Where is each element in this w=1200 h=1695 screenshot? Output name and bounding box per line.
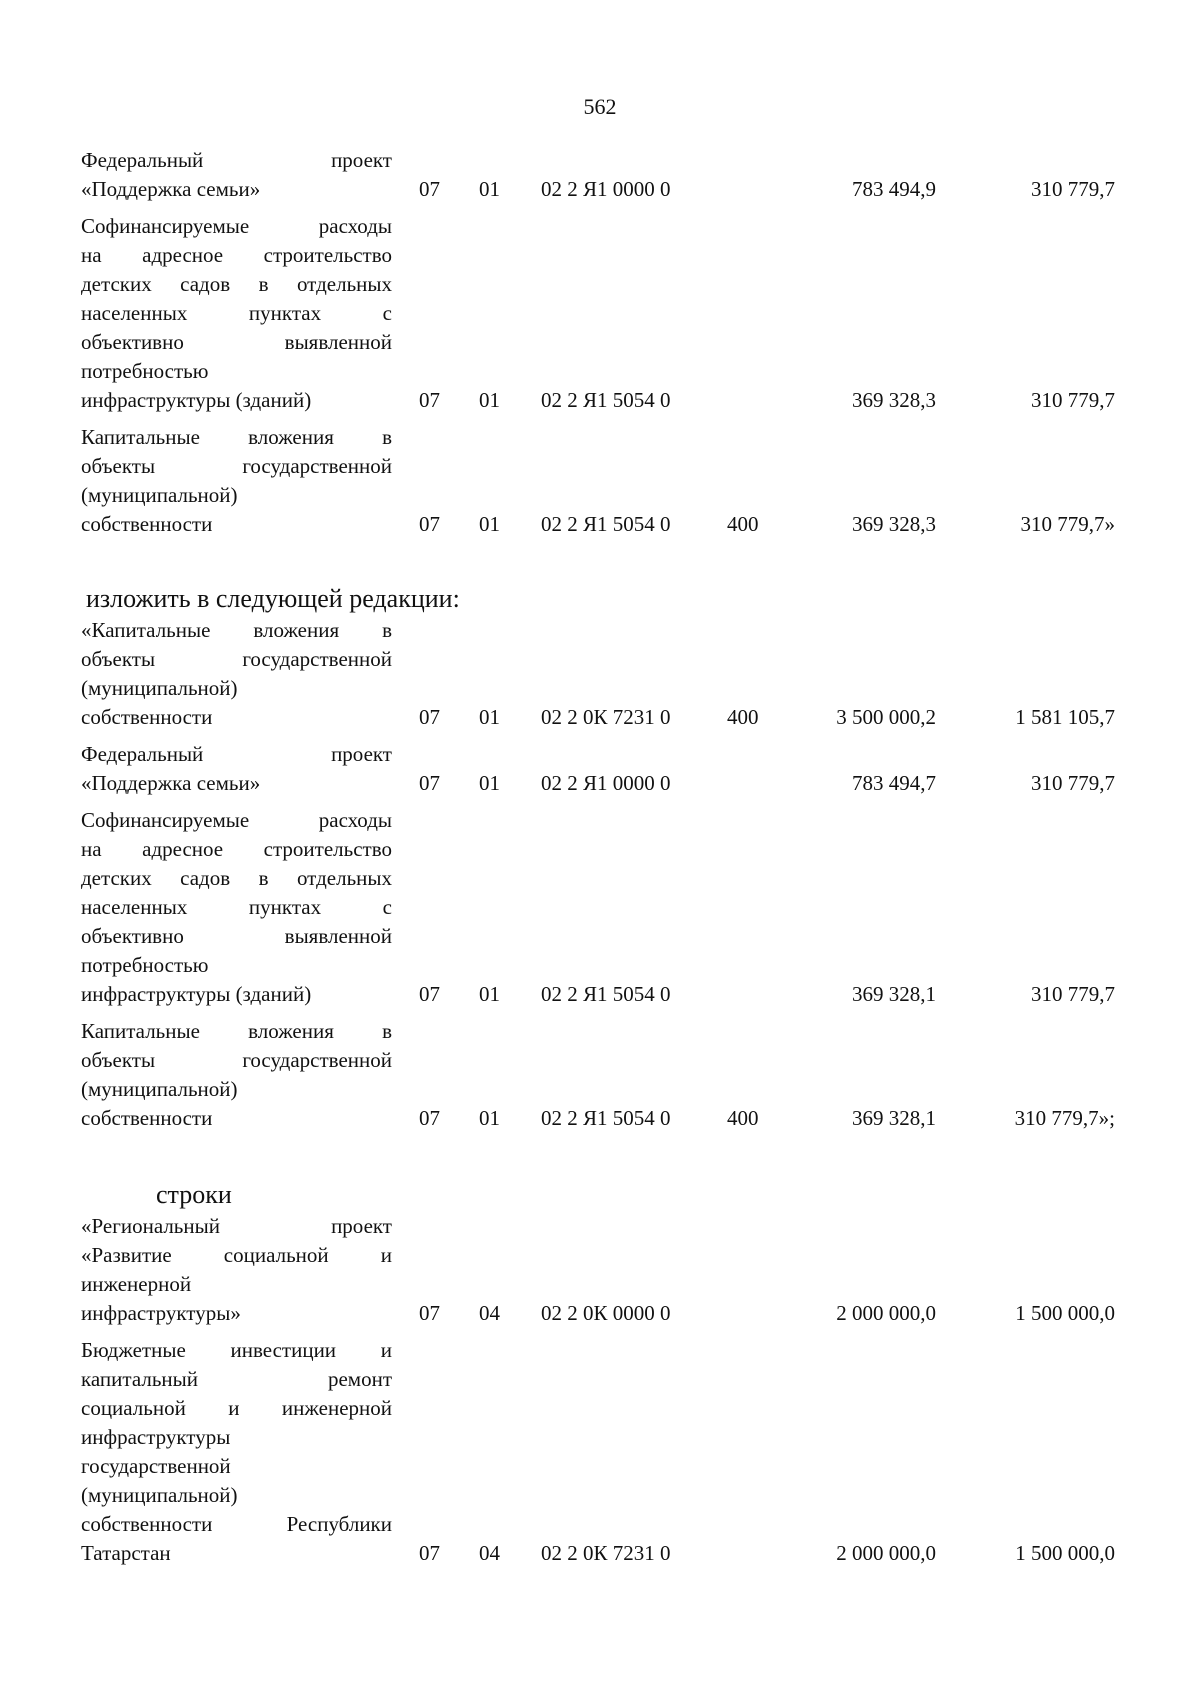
subsection-code: 01 [479,512,500,536]
section-code: 07 [419,705,440,729]
amount-year-1: 3 500 000,2 [836,705,936,729]
description-line: собственности Республики [81,1512,392,1536]
expense-type-code: 400 [727,705,759,729]
row-description [81,1336,392,1568]
table-row [0,212,1200,415]
amount-year-2: 1 500 000,0 [1015,1301,1115,1325]
table-row [0,1336,1200,1568]
row-description [81,616,392,732]
amount-year-1: 783 494,9 [852,177,936,201]
table-row [0,806,1200,1009]
description-line: «Капитальные вложения в [81,618,392,642]
table-row [0,740,1200,798]
section-code: 07 [419,982,440,1006]
description-line: собственности [81,705,213,729]
description-line: объекты государственной [81,454,392,478]
description-line: объекты государственной [81,647,392,671]
description-line: Федеральный проект [81,742,392,766]
target-article-code: 02 2 0К 7231 0 [541,705,671,729]
description-line: (муниципальной) [81,483,238,507]
description-line: Капитальные вложения в [81,1019,392,1043]
amount-year-1: 2 000 000,0 [836,1541,936,1565]
section-code: 07 [419,1301,440,1325]
table-row [0,423,1200,539]
subsection-code: 01 [479,982,500,1006]
description-line: детских садов в отдельных [81,866,392,890]
amount-year-1: 369 328,3 [852,388,936,412]
description-line: государственной [81,1454,231,1478]
page-number: 562 [583,94,617,119]
description-line: объекты государственной [81,1048,392,1072]
description-line: Софинансируемые расходы [81,214,392,238]
section-code: 07 [419,512,440,536]
amount-year-1: 2 000 000,0 [836,1301,936,1325]
description-line: населенных пунктах с [81,301,392,325]
amount-year-2: 1 581 105,7 [1015,705,1115,729]
table-row [0,616,1200,732]
row-description [81,1212,392,1328]
table-row [0,146,1200,204]
description-line: инженерной [81,1272,192,1296]
target-article-code: 02 2 Я1 0000 0 [541,177,671,201]
expense-type-code: 400 [727,1106,759,1130]
description-line: Софинансируемые расходы [81,808,392,832]
row-description [81,1017,392,1133]
section-code: 07 [419,388,440,412]
subsection-code: 01 [479,388,500,412]
amount-year-2: 310 779,7» [1020,512,1115,536]
target-article-code: 02 2 0К 0000 0 [541,1301,671,1325]
amount-year-2: 310 779,7 [1031,177,1115,201]
description-line: социальной и инженерной [81,1396,392,1420]
section-code: 07 [419,177,440,201]
subsection-code: 01 [479,705,500,729]
description-line: на адресное строительство [81,243,392,267]
amount-year-2: 1 500 000,0 [1015,1541,1115,1565]
amount-year-2: 310 779,7 [1031,388,1115,412]
description-line: инфраструктуры [81,1425,231,1449]
table-row [0,1212,1200,1328]
description-line: «Региональный проект [81,1214,392,1238]
description-line: на адресное строительство [81,837,392,861]
amount-year-1: 369 328,3 [852,512,936,536]
heading-rows: строки [156,1180,232,1209]
target-article-code: 02 2 Я1 0000 0 [541,771,671,795]
target-article-code: 02 2 Я1 5054 0 [541,512,671,536]
description-line: собственности [81,512,213,536]
amount-year-1: 783 494,7 [852,771,936,795]
amount-year-1: 369 328,1 [852,1106,936,1130]
description-line: «Поддержка семьи» [81,177,261,201]
subsection-code: 04 [479,1301,500,1325]
target-article-code: 02 2 0К 7231 0 [541,1541,671,1565]
description-line: (муниципальной) [81,1077,238,1101]
heading-edit: изложить в следующей редакции: [86,584,460,613]
amount-year-2: 310 779,7 [1031,982,1115,1006]
description-line: Федеральный проект [81,148,392,172]
row-description [81,740,392,798]
target-article-code: 02 2 Я1 5054 0 [541,1106,671,1130]
table-row [0,1017,1200,1133]
description-line: населенных пунктах с [81,895,392,919]
description-line: потребностью [81,953,209,977]
description-line: капитальный ремонт [81,1367,392,1391]
description-line: объективно выявленной [81,330,392,354]
description-line: Капитальные вложения в [81,425,392,449]
description-line: потребностью [81,359,209,383]
row-description [81,212,392,415]
description-line: Бюджетные инвестиции и [81,1338,392,1362]
subsection-code: 04 [479,1541,500,1565]
subsection-code: 01 [479,771,500,795]
subsection-code: 01 [479,177,500,201]
target-article-code: 02 2 Я1 5054 0 [541,982,671,1006]
amount-year-1: 369 328,1 [852,982,936,1006]
row-description [81,423,392,539]
amount-year-2: 310 779,7»; [1014,1106,1115,1130]
description-line: (муниципальной) [81,676,238,700]
section-code: 07 [419,1106,440,1130]
row-description [81,806,392,1009]
description-line: Татарстан [81,1541,171,1565]
section-code: 07 [419,771,440,795]
description-line: инфраструктуры (зданий) [81,982,312,1006]
description-line: инфраструктуры (зданий) [81,388,312,412]
target-article-code: 02 2 Я1 5054 0 [541,388,671,412]
expense-type-code: 400 [727,512,759,536]
section-code: 07 [419,1541,440,1565]
row-description [81,146,392,204]
description-line: собственности [81,1106,213,1130]
subsection-code: 01 [479,1106,500,1130]
description-line: «Поддержка семьи» [81,771,261,795]
amount-year-2: 310 779,7 [1031,771,1115,795]
description-line: (муниципальной) [81,1483,238,1507]
description-line: детских садов в отдельных [81,272,392,296]
description-line: объективно выявленной [81,924,392,948]
description-line: инфраструктуры» [81,1301,241,1325]
description-line: «Развитие социальной и [81,1243,392,1267]
